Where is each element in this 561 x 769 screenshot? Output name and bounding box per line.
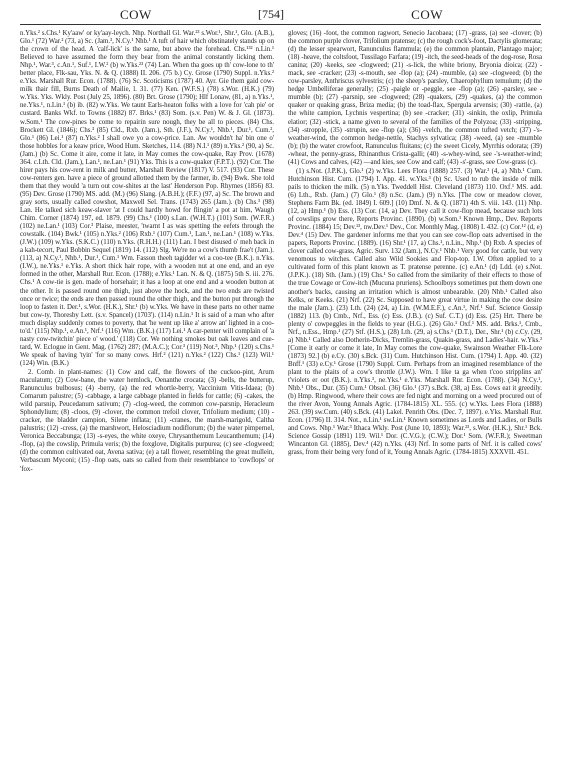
running-header <box>20 7 541 25</box>
left-paragraph-plant-names: 2. Comb. in plant-names: (1) Cow and calf, the flowers of the cuckoo-pint, Arum maculatum; (2) Cow-bane, the water hemlock, Oenanthe crocata; (3) -bells, the butterup, Ranunculus bulbosus; (4) -berry, (a) the red whortle-berry, Vaccinium Vitis-Idaea; (b) Comarum palustre; (5) -cabbage, a large cabbage planted in fields for cattle; (6) -cakes, the wild parsnip, Peucedanum sativum; (7) -clog-weed, the common cow-parsnip, Heracleum Sphondylium; (8) -cloos, (9) -clover, the common trefoil clover, Trifolium medium; (10) -cracker, the bladder campion, Silene inflata; (11) -cranes, the marsh-marigold, Caltha palustris; (12) -cress, (a) the marshwort, Helosciadium nodiflorum; (b) the water pimpernel, Veronica Beccabunga; (13) -s-eyes, the white oxeye, Chrysanthemum Leucanthemum; (14) -flop, (a) the cowslip, Primula veris; (b) the foxglove, Digitalis purpurea; (c) see -clogweed; (d) the common cultivated oat, Avena sativa; (e) a tall flower, resembling the great mullein, Verbascum Myconi; (15) -flop oats, oats so called from their resemblance to 'cowflops' or 'fox- <box>20 368 274 473</box>
left-paragraph-citations: n.Yks.² s.Chs.¹ Ky'aaw' or ky'aay-leych. Nhp. Northall Gl. War.²³ s.Wor.¹, Shr.¹, Glo. (A.B.), Glo.¹ (72) War.² (73, a) Sc. (Jam.³, N.Cy.¹ Nhb.¹ A tuft of hair which obstinately stands up on the crown of the head. A 'calf-lick' is the same, but above the forehead. Chs.¹³² n.Lin.¹ Believed to have assumed the form they bear from the animal constantly licking them. Nhp.¹, War.³, c.An.¹, Suf.¹, I.W.² (b) w.Yks.²³ (74) Lan. When tha goes up th' cow-lone to th' better place, Flk-sau, Yks. N. & Q. (1888) II. 206. (75 b.) Cy. Grose (1790) Suppl. n.Yks.² e.Yks. Marshall Rur. Econ. (1788). (76) Sc. Scoticisms (1787) 40. Ayr. Gie them gaid cow-milk thair fill, Burns Death of Mailie, l. 31. (77) Ken. (W.F.S.) (78) s.Wor. (H.K.) (79) w.Yks. Yks. Wkly. Post (July 25, 1896). (80) Brt. Grose (1790); Hlf Lonaw, (81, a) n.Yks.¹, ne.Yks.¹, n.Lin.¹ (b) ib. (82) w.Yks. We taunt Earls-heaton folks with a love for 'cah pie' or custard. Banks Wkf. to Towns (1882) 87. Brks.¹ (83) Som. (s.v. Pen) W. & J. Gl. (1873). w.Som.¹ The cow-pines be come to repairin sure nough, they be all to pieces. (84) Chs. Brockett Gl. (1846); Chs.³ (85) Cld., Rxb. (Jam.), Sth. (J.F.), N.Cy.¹, Nhb.¹, Dur.¹, Cum.², Glo.¹ (86) Lei.¹ (87) n.Yks.² I shall owe yo a cow-price. Lan. Aw wouldn't ha' bin one o' those hobbles for a keaw price, Wood Hum. Sketches, 114. (88) N.I.¹ (89) n.Yks.² (90, a) Sc. (Jam.) (b) Sc. Come it aire, come it late, in May comes the cow-quake, Ray Prov. (1678) 364. c.Lth. Cld. (Jam.), Lan.¹, ne.Lan.¹ (91) Yks. This is a cow-quaker (F.P.T.). (92) Cor. The hirer pays his cow-rent in milk and butter, Marshall Review (1817) V. 517. (93) Cor. These cow-renters gen. have a piece of ground allotted them by the farmer, ib. (94) Bwk. She told them that they would 'a turn out cow-shites at the last' Henderson Pop. Rhymes (1856) 83. (95) Dev. Grose (1790) MS. add. (M.) (96) Slang. (A.B.H.); (F.F.) (97, a) Sc. The brown and gray sorts, usually called cowshot, Maxwell Sel. Trans. (1743) 265 (Jam.). (b) Chs.³ (98) Lan. He talked sich keaw-slaver 'at I could hardly howd for flingin' a pot at him, Waugh Chim. Corner (1874) 197, ed. 1879. (99) Chs.¹ (100) s.Lan. (W.H.T.) (101) Som. (W.F.R.) (102) ne.Lan.¹ (103) Cor.³ Plaise, meester, 'twarnt I as was spetting the eefets through the cowstalk. (104) Bwk.¹ (105) n.Yks.² (106) Rxb.¹ (107) Cum.¹, Lan.¹, ne.Lan.¹ (108) w.Yks. (J.W.) (109) w.Yks. (S.K.C.) (110) n.Yks. (R.H.H.) (111) Lan. I best disused o' meh back in a kah-tecort, Paul Bobbin Sequel (1819) 14. (112) Slg. We're no a cow's thumb frae't (Jam.). (113, a) N.Cy.¹, Nhb.¹, Dur.¹, Cum.¹ Wm. Fasson theeh tagidder wi a coo-tee (B.K.). n.Yks. (I.W.), ne.Yks.¹ e.Yks. A short thick hair rope, with a wooden nut at one end, and an eye formed in the other, Marshall Rur. Econ. (1788); e.Yks.¹ Lan. N. & Q. (1875) 5th S. iii. 276. Chs.¹ A cow-tie is gen. made of horsehair; it has a loop at one end and a wooden button at the other. It is passed round one thigh, just above the hock, and the two ends are twisted once or twice; the ends are then passed round the other thigh, and the button put through the loop to fasten it. Der.¹, s.Wor. (H.K.), Shr.¹ (b) w.Yks. We have in these parts no other name but cow-ty, Thoresby Lett. (s.v. Spancel) (1703'). (114) n.Lin.¹ It is said of a man who after much display suddenly comes to poverty, that 'he went up like a' arrow an' lighted in a coo-to'd.' (115) Nhp.¹, e.An.¹, Nrf.¹ (116) Wm. (B.K.) (117) Lei.¹ A car-penter will complain of 'a nasty cow-twitchin' piece o' wood.' (118) Cor. We nothing smokes but oak leaves and cue-tard, W. Eclogue in Gent. Mag. (1762) 287; (M.A.C.); Cor.³ (119) Not.³, Nhp.¹ (120) s.Chs.¹ We speak of having 'tyin' 'for so many cows. Hrf.² (121) n.Yks.² (122) Chs.¹ (123) Wil.¹ (124) Win. (B.K.) <box>20 30 274 367</box>
right-paragraph-plant-names: gloves; (16) -foot, the common ragwort, Senecio Jacobaea; (17) -grass, (a) see -clover; (b) the common purple clover, Trifolium pratense; (c) the rough cock's-foot, Dactylis glomerata; (d) the lesser spearwort, Ranunculus flammula; (e) the common plantain, Plantago major; (18) -heave, the coltsfoot, Tussilago Farfara; (19) -itch, the seed-heads of the dog-rose, Rosa canina; (20) -keeks, see -clogweed; (21) -s-lick, the white briony, Bryonia dioica; (22) -mack, see -cracker; (23) -s-mouth, see -flop (a); (24) -mumble, (a) see -clogweed; (b) the cow-parsley, Anthriscus sylvestris; (c) the sheep's parsley, Chaerophyllum temulum; (d) the hedge Umbelliferae generally; (25) -paigle or -peggle, see -flop (a); (26) -parsley, see -mumble (b); (27) -parsnip, see -clogweed; (28) -quakers, (29) -quakes, (a) the common quaker or quaking grass, Briza media; (b) the toad-flax, Spergula arvensis; (30) -rattle, (a) the white campion, Lychnis vespertina; (b) see -cracker; (31) -sinkin, the oxlip, Primula elatior; (32) -stick, a name given to several of the families of the Polyzoa; (33) -stripping, (34) -stropple, (35) -strupin, see -flop (a); (36) -velch, the common tufted vetch; (37) -'s-weather-wind, the common hedge-nettle, Stachys sylvatica; (38) -weed, (a) see -mumble (b); (b) the water crowfoot, Ranunculus fluitans; (c) the sweet Cicely, Myrrhis odorata; (39) -wheat, the penny-grass, Rhinanthus Crista-galli; (40) -s-whey-wind, see -'s-weather-wind; (41) Cows and calves, (42) —and kies, see Cow and calf; (43) -s'-grass, see Cow-grass (c). <box>288 30 542 166</box>
header-rule <box>20 24 541 25</box>
left-column <box>20 30 274 765</box>
right-column <box>288 30 542 765</box>
header-left-word: COW <box>120 7 152 22</box>
page-number: [754] <box>258 7 284 21</box>
header-right-word: COW <box>411 7 443 22</box>
right-paragraph-citations: (1) s.Not. (J.P.K.), Glo.¹ (2) w.Yks. Lees Flora (1888) 257. (3) War.³ (4, a) Nhb.¹ Cum. Hutchinson Hist. Cum. (1794) I. App. 41. w.Yks.³ (b) Sc. Used to rub the inside of milk pails to thicken the milk. (5) n.Yks. Tweddell Hist. Cleveland (1873) 110. Oxf.¹ MS. add. (6) Lth., Rxb. (Jam.) (7) Glo.¹ (8) n.Sc. (Jam.) (9) n.Yks. [The cow or meadow clover, Stephens Farm Bk. (ed. 1849) I. 609.] (10) Dmf. N. & Q. (1871) 4th S. viii. 143. (11) Nhp. (12, a) Hmp.¹ (b) Ess. (13) Cor. (14, a) Dev. They call it cow-flop mead, because such lots of cowslips grow there, Reports Provinc. (1890). (b) w.Som.¹ Known Hmp., Dev. Reports Provinc. (1884) 15; Dev.¹³, nw.Dev.¹ Dev., Cor. Monthly Mag. (1808) I. 432. (c) Cor.¹² (d, e) Dev.⁴ (15) Dev. The gardener informs me that you can see cow-flop oats advertised in the papers, Reports Provinc. (1889). (16) Shr.¹ (17, a) Chs.¹, n.Lin., Nhp.¹ (b) Rxb. A species of clover called cow-grass, Agric. Surv. 132 (Jam.), N.Cy.¹ Nhb.¹ Very good for cattle, but very venomous to witches. Called also Wild Sookies and Flop-top. I.W. Often applied to a cultivated form of this plant known as T. pratense perenne. (c) e.An.¹ (d) Ldd. (e) s.Not. (J.P.K.). (18) Sth. (Jam.) (19) Chs.¹ So called from the similarity of their effects to those of the true Cowage or Cow-itch (Mucuna pruriens). Schoolboys sometimes put them down one another's backs, causing an irritation which is almost unbearable. (20) Nhb.¹ Called also Kelks, or Keeks. (21) Nrf. (22) Sc. Supposed to have great virtue in making the cow desire the male (Jam.). (23) Lth. (24) (24, a) Lin. (W.M.E.F.), c.An.¹, Nrf.¹ Suf. Science Gossip (1882) 113. (b) Cmb., Nrf., Ess. (c) Ess. (J.B.). (c) Suf. C.T.) (d) Ess. (25) Hrt. There be plenty o' cowpeggles in the fields to year (H.G.). (26) Glo.¹ Oxf.¹ MS. add. Brks.¹, Cmb., Nrf., n.Ess., Hmp.¹ (27) Stf. (H.S.), (28) Lth. (29, a) s.Chs.¹ (D.T.), Der., Shr.¹ (b) c.Cy. (29, a) Nhb.¹ Called also Dotherin-Dicks, Tremlin-grass, Quakin-grass, and Ladies'-hair. w.Yks.² [Come it early or come it late, In May comes the cow-quake, Swainson Weather Flk-Lore (1873) 92.] (b) e.Cy. (30) s.Bck. (31) Cum. Hutchinson Hist. Cum. (1794) I. App. 40. (32) Bnff.¹ (33) e.Cy.¹ Grose (1790) Suppl. Cum. Perhaps from an imagined resemblance of the plant to the plaits of a cow's throttle (J.W.). Wm. I like ta ga when t'coo stripplins an' t'violets er oot (B.K.). n.Yks.³, ne.Yks.¹ e.Yks. Marshall Rur. Econ. (1788). (34) N.Cy.¹, Nhb.¹ Obs., Dur. (35) Cum.¹ Obsol. (36) Glo.¹ (37) s.Bck. (38, a) Ess. Cows eat it greedily. (b) Hmp. Ringwood, where their cows are fed night and morning on a weed procured out of the river Avon, Young Annals Agric. (1784-1815) XL. 555. (c) w.Yks. Lees Flora (1888) 263. (39) sw.Cum. (40) s.Bck. (41) Lakel. Penrith Obs. (Dec. 7, 1897). e.Yks. Marshall Rur. Econ. (1796) II. 314. Not., n.Lin.¹ sw.Lin.¹ Known sometimes as Lords and Ladies, or Bulls and Cows. Nhp.¹ War.³ Ithaca Wkly. Post (June 10, 1893); War.²³, s.Wor. (H.K.), Shr.¹ Bck. Science Gossip (1891) 119. Wil.¹ Dor. (C.V.G.); (C.W.); Dor.¹ Som. (W.F.R.); Sweetman Wincanton Gl. (1885), Dev.⁴ (42) n.Yks. (43) Nrf. In some parts of Nrf. it is called cows' grass, from their being very fond of it, Young Annals Agric. (1784-1815) XXXVII. 451. <box>288 167 542 457</box>
